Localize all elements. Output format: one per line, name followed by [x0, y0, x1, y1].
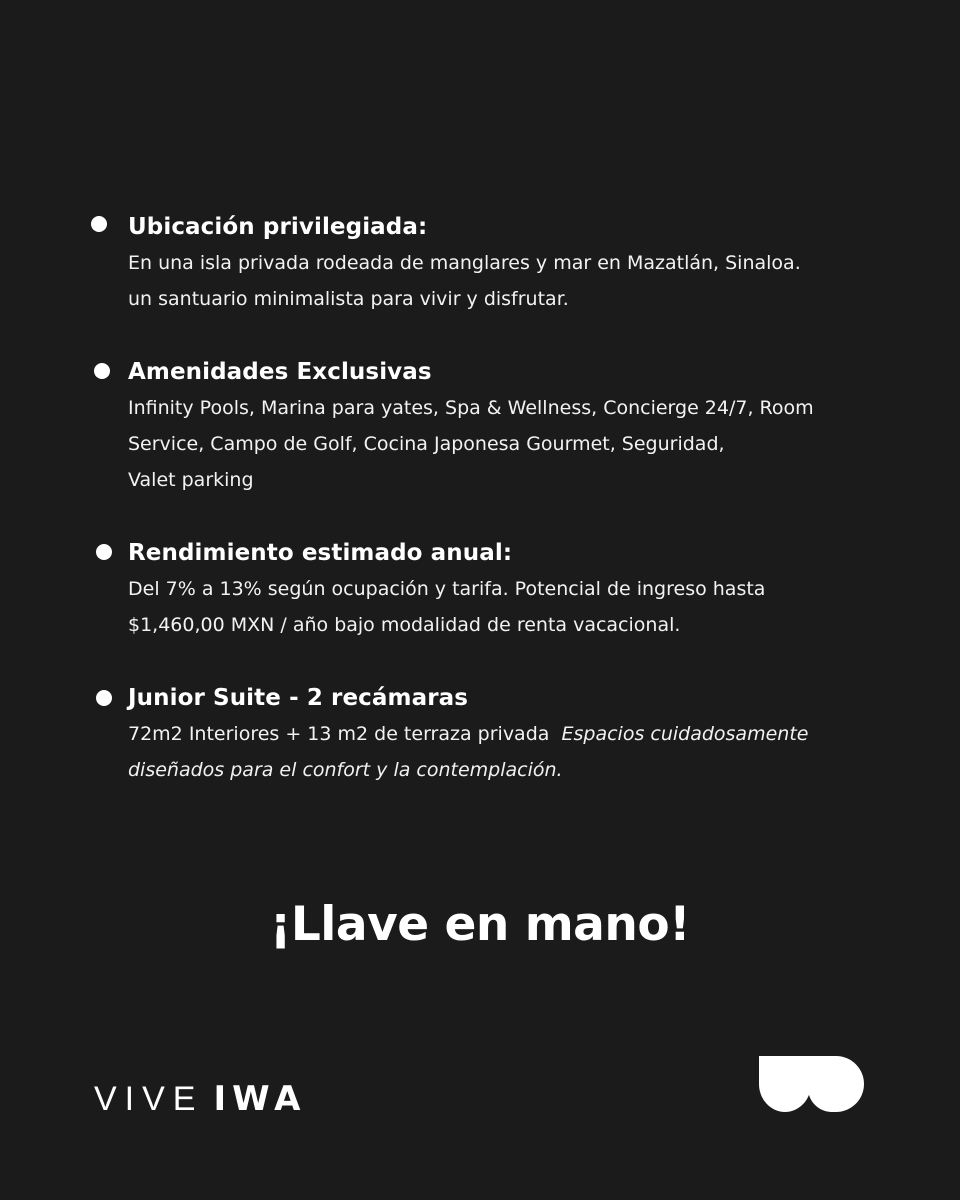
feature-description-line: Del 7% a 13% según ocupación y tarifa. Potencial de ingreso hasta [128, 578, 766, 600]
feature-description-line: Service, Campo de Golf, Cocina Japonesa Gourmet, Seguridad, [128, 433, 725, 455]
feature-description-line: un santuario minimalista para vivir y disfrutar. [128, 288, 569, 310]
bullet-icon [96, 544, 112, 560]
feature-description-regular: 72m2 Interiores + 13 m2 de terraza privada [128, 723, 562, 745]
feature-description-line: Infinity Pools, Marina para yates, Spa & Wellness, Concierge 24/7, Room [128, 397, 814, 419]
feature-title: Rendimiento estimado anual: [128, 540, 513, 566]
feature-description-line [128, 752, 888, 788]
feature-amenities [128, 357, 888, 498]
bullet-icon [94, 363, 110, 379]
bullet-icon [91, 216, 107, 232]
feature-title: Ubicación privilegiada: [128, 214, 428, 240]
feature-returns [128, 538, 888, 643]
logo-left-shape [759, 1056, 811, 1112]
bullet-icon [96, 690, 112, 706]
call-to-action-heading: ¡Llave en mano! [269, 897, 691, 952]
feature-description-italic: Espacios cuidadosamente [561, 723, 809, 745]
feature-description-italic: diseñados para el confort y la contemplación. [128, 759, 563, 781]
feature-junior-suite [128, 683, 888, 788]
brand-wordmark-light: VIVE [94, 1080, 204, 1118]
brand-wordmark-bold: IWA [213, 1079, 307, 1119]
brand-wordmark [94, 1079, 306, 1119]
feature-description-line: Valet parking [128, 469, 254, 491]
feature-title: Amenidades Exclusivas [128, 359, 432, 385]
feature-title: Junior Suite - 2 recámaras [128, 685, 469, 711]
iwa-logo-icon [759, 1056, 864, 1112]
feature-description-line [128, 716, 888, 752]
feature-description-line: En una isla privada rodeada de manglares y mar en Mazatlán, Sinaloa. [128, 252, 801, 274]
logo-right-shape [808, 1056, 864, 1112]
feature-description-line: $1,460,00 MXN / año bajo modalidad de renta vacacional. [128, 614, 681, 636]
feature-location [128, 212, 888, 317]
